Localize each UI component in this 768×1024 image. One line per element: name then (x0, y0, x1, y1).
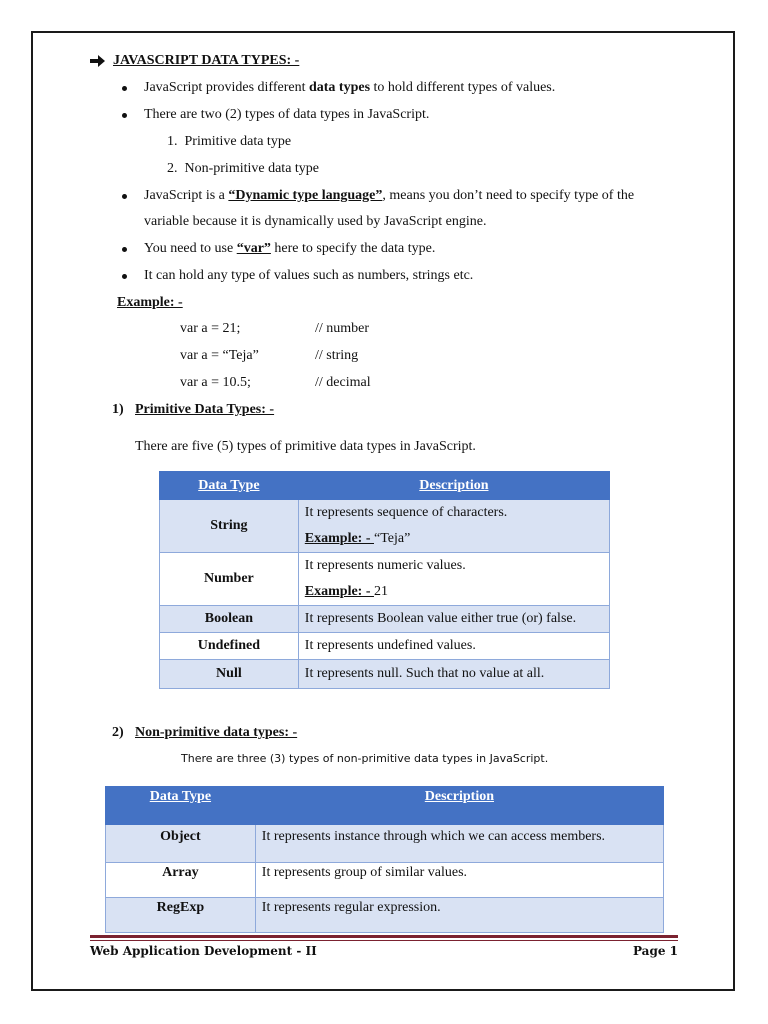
bullet-icon (122, 194, 127, 199)
bullet-4-bold: “var” (236, 241, 271, 256)
numbered-item-1 (167, 133, 291, 151)
bullet-3-pre: JavaScript is a (144, 188, 229, 203)
section-heading: JAVASCRIPT DATA TYPES: - (113, 53, 300, 68)
bullet-text-3 (144, 187, 634, 205)
description-text: It represents sequence of characters. (304, 505, 508, 520)
numbered-item-2 (167, 160, 319, 178)
bullet-3-bold: “Dynamic type language” (228, 188, 383, 203)
example-comment: // decimal (315, 375, 371, 390)
numbered-item-text: Primitive data type (184, 134, 292, 149)
numbered-item-number: 1. (167, 134, 178, 149)
type-name: Boolean (160, 606, 299, 633)
example-code-line: var a = 21; (180, 321, 241, 336)
table-header-cell: Data Type (160, 472, 299, 500)
bullet-text-2: There are two (2) types of data types in JavaScript. (144, 107, 430, 122)
primitive-intro: There are five (5) types of primitive data types in JavaScript. (135, 439, 476, 454)
type-description: It represents null. Such that no value at all. (298, 660, 609, 689)
nonprimitive-types-table (105, 786, 664, 933)
type-description: It represents undefined values. (298, 633, 609, 660)
type-name: String (160, 500, 299, 553)
table-row (106, 825, 664, 863)
description-text: It represents numeric values. (304, 558, 466, 573)
page-number: Page 1 (632, 944, 678, 958)
example-comment: // string (315, 348, 359, 363)
example-inline-value: “Teja” (374, 531, 411, 546)
example-inline-label: Example: - (304, 584, 374, 599)
bullet-1-post: to hold different types of values. (370, 80, 556, 95)
table-header-cell: Description (298, 472, 609, 500)
bullet-icon (122, 274, 127, 279)
primitive-section-number: 1) (112, 402, 124, 417)
table-row (160, 500, 610, 553)
bullet-4-pre: You need to use (144, 241, 237, 256)
type-description (298, 500, 609, 553)
type-name: RegExp (106, 898, 256, 933)
bullet-3-post: , means you don’t need to specify type of the (382, 188, 635, 203)
type-description: It represents instance through which we can access members. (255, 825, 663, 863)
footer-rule (90, 940, 678, 941)
primitive-types-table (159, 471, 610, 689)
table-header-cell: Description (255, 787, 663, 825)
footer-title: Web Application Development - II (90, 944, 317, 958)
table-row (106, 898, 664, 933)
example-label: Example: - (117, 295, 183, 310)
table-header-row (160, 472, 610, 500)
bullet-icon (122, 113, 127, 118)
table-header-cell: Data Type (106, 787, 256, 825)
bullet-icon (122, 86, 127, 91)
table-row (160, 606, 610, 633)
example-inline-label: Example: - (304, 531, 374, 546)
type-name: Undefined (160, 633, 299, 660)
numbered-item-number: 2. (167, 161, 178, 176)
type-description (298, 553, 609, 606)
table-row (160, 660, 610, 689)
example-code-line: var a = 10.5; (180, 375, 251, 390)
nonprimitive-section-number: 2) (112, 725, 124, 740)
table-row (106, 863, 664, 898)
bullet-text-5: It can hold any type of values such as numbers, strings etc. (144, 268, 474, 283)
bullet-icon (122, 247, 127, 252)
table-row (160, 633, 610, 660)
example-comment: // number (315, 321, 370, 336)
type-name: Array (106, 863, 256, 898)
type-name: Number (160, 553, 299, 606)
bullet-text-4 (144, 240, 435, 258)
type-name: Null (160, 660, 299, 689)
type-description: It represents regular expression. (255, 898, 663, 933)
type-name: Object (106, 825, 256, 863)
bullet-text-3-continued: variable because it is dynamically used by JavaScript engine. (144, 214, 487, 229)
bullet-1-pre: JavaScript provides different (144, 80, 309, 95)
bullet-4-post: here to specify the data type. (270, 241, 436, 256)
example-code-line: var a = “Teja” (180, 348, 259, 363)
type-description: It represents group of similar values. (255, 863, 663, 898)
table-row (160, 553, 610, 606)
nonprimitive-intro: There are three (3) types of non-primitive data types in JavaScript. (181, 752, 549, 765)
arrow-right-icon (90, 54, 106, 68)
example-inline-value: 21 (374, 584, 388, 599)
nonprimitive-section-title: Non-primitive data types: - (135, 725, 298, 740)
primitive-section-title: Primitive Data Types: - (135, 402, 275, 417)
bullet-1-bold: data types (308, 80, 371, 95)
bullet-text-1 (144, 79, 555, 97)
type-description: It represents Boolean value either true (or) false. (298, 606, 609, 633)
footer-rule (90, 935, 678, 938)
numbered-item-text: Non-primitive data type (184, 161, 320, 176)
table-header-row (106, 787, 664, 825)
